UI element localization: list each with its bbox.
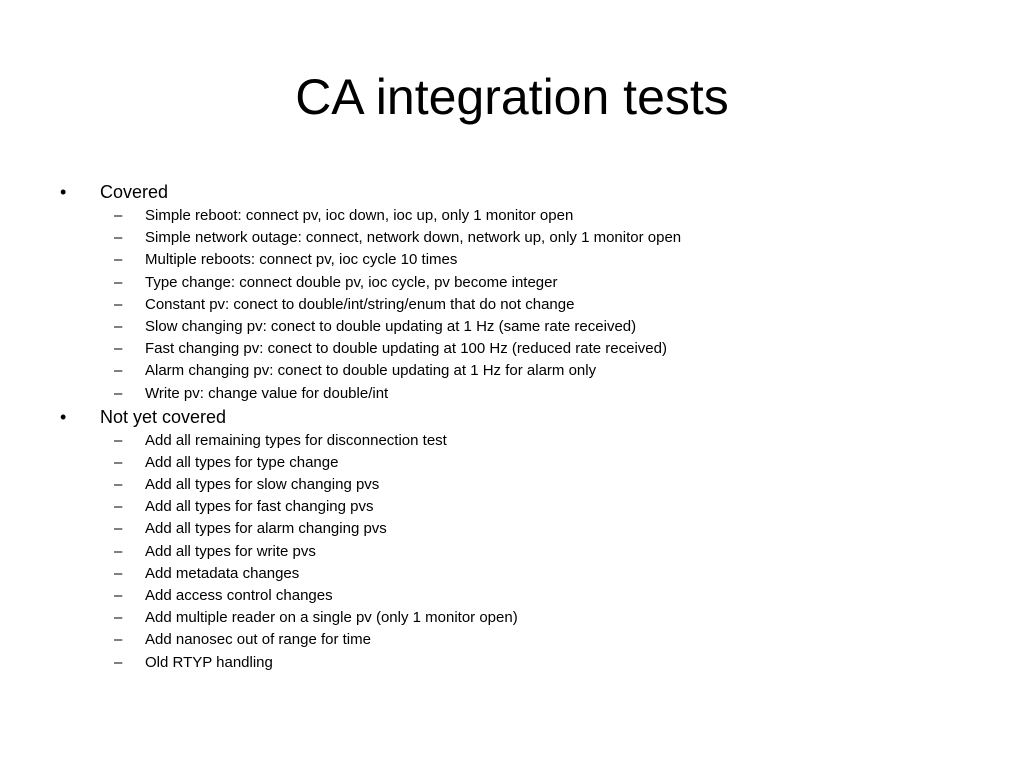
bullet-icon: • — [60, 406, 67, 427]
section-label: Not yet covered — [100, 406, 227, 427]
list-item-text: Fast changing pv: conect to double updating at 100 Hz (reduced rate received) — [145, 340, 667, 358]
list-item — [0, 294, 1024, 316]
dash-icon: – — [114, 476, 123, 494]
list-item-text: Slow changing pv: conect to double updating at 1 Hz (same rate received) — [145, 317, 637, 335]
list-item-text: Write pv: change value for double/int — [145, 384, 389, 402]
section-label: Covered — [100, 182, 169, 202]
dash-icon: – — [114, 498, 123, 516]
list-item — [0, 227, 1024, 249]
dash-icon: – — [114, 542, 123, 560]
dash-icon: – — [114, 362, 123, 380]
list-item-text: Multiple reboots: connect pv, ioc cycle 10 times — [145, 251, 458, 269]
dash-icon: – — [114, 564, 123, 582]
list-item — [0, 316, 1024, 338]
list-item — [0, 272, 1024, 294]
dash-icon: – — [114, 609, 123, 627]
list-item-text: Add all types for alarm changing pvs — [145, 520, 387, 538]
bullet-list — [0, 180, 1024, 674]
list-item-text: Simple network outage: connect, network down, network up, only 1 monitor open — [145, 229, 682, 247]
list-item-text: Add metadata changes — [145, 564, 300, 582]
dash-icon: – — [114, 207, 123, 224]
dash-icon: – — [114, 317, 123, 335]
list-item — [0, 430, 1024, 452]
dash-icon: – — [114, 453, 123, 471]
list-item-text: Simple reboot: connect pv, ioc down, ioc up, only 1 monitor open — [145, 207, 574, 224]
list-item — [0, 452, 1024, 474]
section-heading — [0, 405, 1024, 430]
dash-icon: – — [114, 229, 123, 247]
section-heading — [0, 180, 1024, 205]
list-item-text: Type change: connect double pv, ioc cycle, pv become integer — [145, 273, 558, 291]
list-item-text: Add all types for slow changing pvs — [145, 476, 380, 494]
dash-icon: – — [114, 340, 123, 358]
dash-icon: – — [114, 384, 123, 402]
list-item-text: Add multiple reader on a single pv (only 1 monitor open) — [145, 609, 518, 627]
dash-icon: – — [114, 273, 123, 291]
list-item-text: Add all types for write pvs — [145, 542, 316, 560]
list-item-text: Old RTYP handling — [145, 653, 273, 671]
list-item-text: Add nanosec out of range for time — [145, 631, 371, 649]
list-item — [0, 518, 1024, 540]
slide-title: CA integration tests — [295, 69, 729, 125]
list-item-text: Add access control changes — [145, 587, 333, 604]
list-item — [0, 338, 1024, 360]
list-item — [0, 205, 1024, 227]
list-item — [0, 652, 1024, 674]
dash-icon: – — [114, 631, 123, 649]
list-item — [0, 249, 1024, 271]
list-item-text: Add all remaining types for disconnection test — [145, 431, 447, 449]
dash-icon: – — [114, 587, 123, 604]
list-item — [0, 607, 1024, 629]
bullet-icon: • — [60, 182, 67, 202]
dash-icon: – — [114, 520, 123, 538]
dash-icon: – — [114, 653, 123, 671]
list-item — [0, 360, 1024, 382]
list-item — [0, 541, 1024, 563]
list-item-text: Add all types for type change — [145, 453, 339, 471]
list-item — [0, 496, 1024, 518]
dash-icon: – — [114, 251, 123, 269]
list-item — [0, 563, 1024, 585]
list-item-text: Constant pv: conect to double/int/string/enum that do not change — [145, 295, 575, 313]
dash-icon: – — [114, 295, 123, 313]
list-item — [0, 585, 1024, 607]
dash-icon: – — [114, 431, 123, 449]
list-item-text: Alarm changing pv: conect to double updating at 1 Hz for alarm only — [145, 362, 597, 380]
list-item — [0, 383, 1024, 405]
list-item — [0, 629, 1024, 651]
list-item — [0, 474, 1024, 496]
list-item-text: Add all types for fast changing pvs — [145, 498, 374, 516]
